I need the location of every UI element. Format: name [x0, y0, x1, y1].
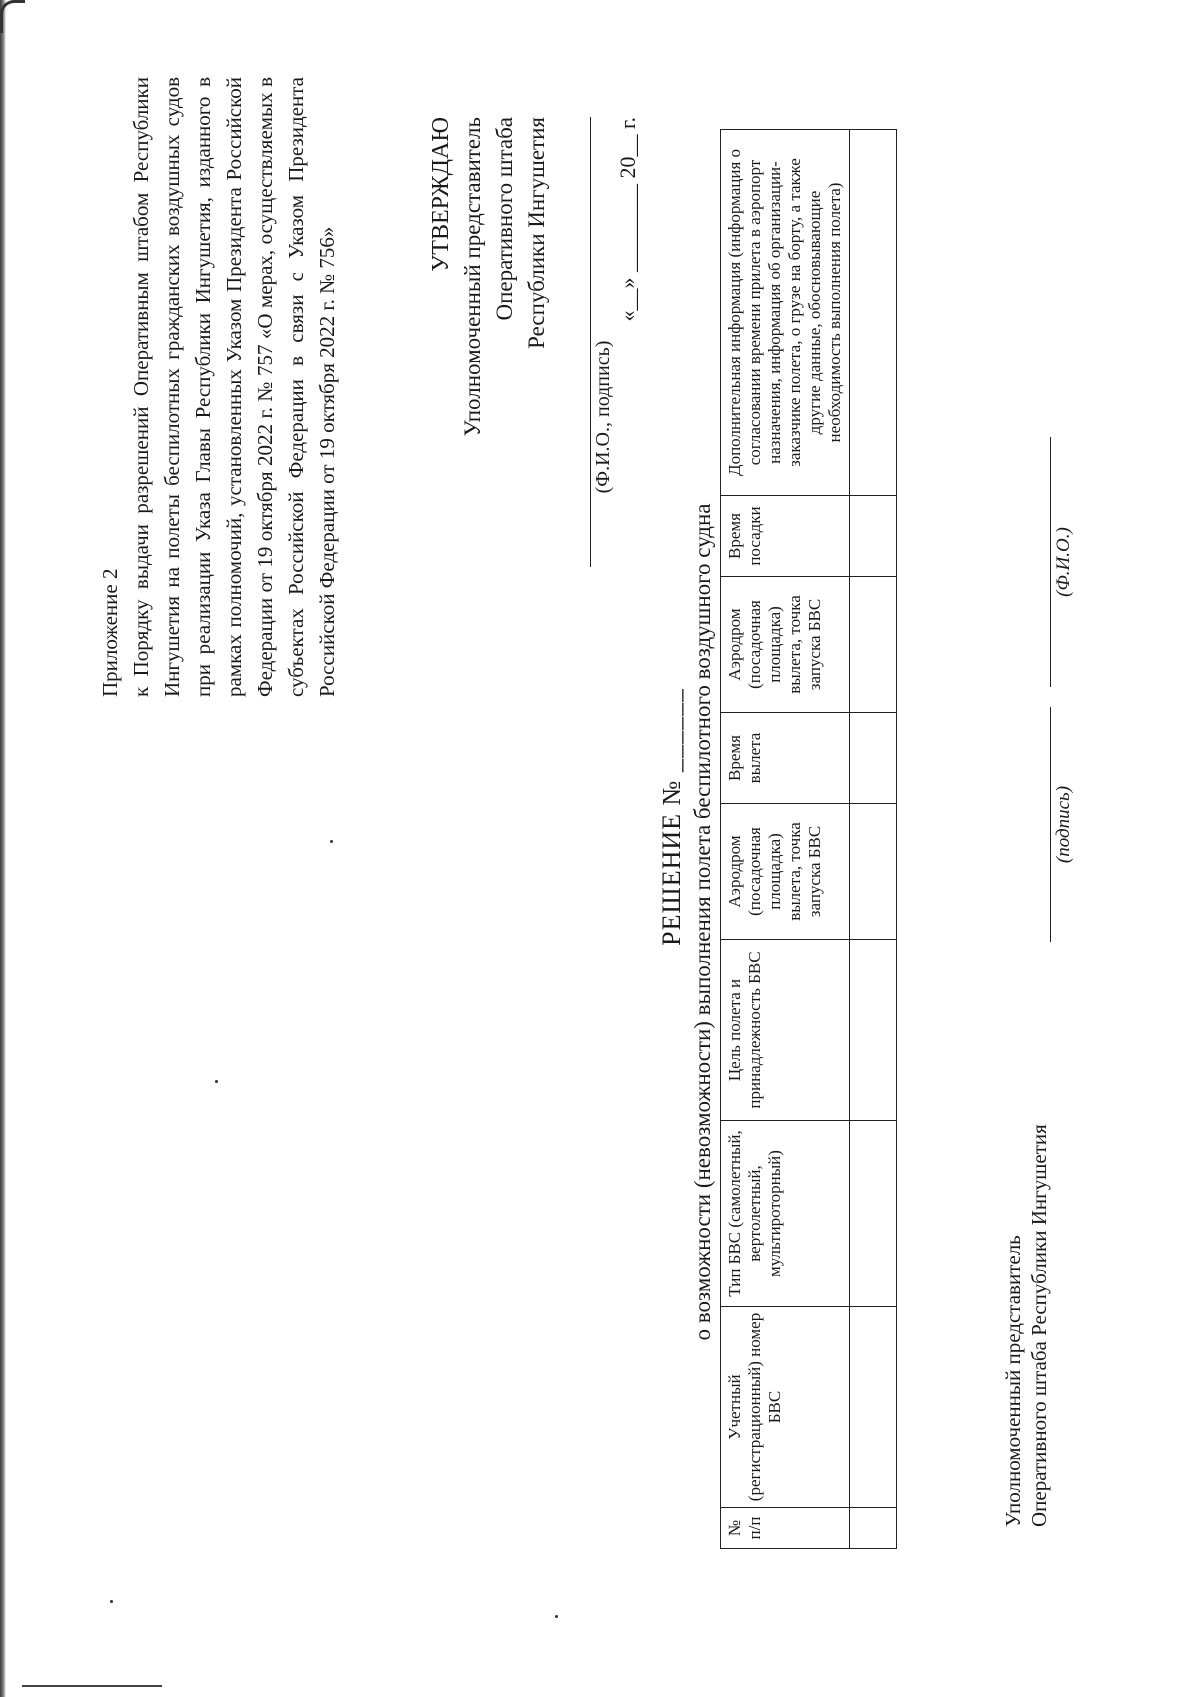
footer-line: Уполномоченный представитель — [1001, 1235, 1025, 1527]
approval-signature-line — [590, 117, 591, 567]
table-cell — [850, 1307, 897, 1508]
column-header: Время вылета — [721, 713, 850, 804]
table-row — [850, 130, 897, 1549]
decision-title: РЕШЕНИЕ № ______ — [657, 688, 686, 946]
column-header: Аэродром (посадочная площадка) вылета, точка запуска БВС — [721, 804, 850, 940]
table-cell — [850, 577, 897, 713]
table-cell — [850, 1508, 897, 1549]
decision-subtitle: о возможности (невозможности) выполнения полета беспилотного воздушного судна — [690, 503, 715, 1341]
column-header: Аэродром (посадочная площадка) вылета, точка запуска БВС — [721, 577, 850, 713]
column-header: Дополнительная информация (информация о согласовании времени прилета в аэропорт назначения, информация об организации-заказчике полета, о грузе на борту, а также другие данные, обосновывающие необходимость выполнения полета) — [721, 130, 850, 496]
appendix-title: Приложение 2 — [98, 568, 122, 697]
table-cell — [850, 804, 897, 940]
approval-block — [425, 117, 553, 517]
table-cell — [850, 130, 897, 496]
approval-line: Оперативного штаба — [492, 117, 517, 321]
appendix-body: к Порядку выдачи разрешений Оперативным штабом Республики Ингушетия на полеты беспилотных гражданских воздушных судов при реализации Указа Главы Республики Ингушетия, изданного в рамках полномочий, установленных Указом Президента Российской Федерации от 19 октября 2022 г. № 757 «О мерах, осуществляемых в субъектах Российской Федерации в связи с Указом Президента Российской Федерации от 19 октября 2022 г. № 756» — [129, 77, 339, 697]
column-header: Время посадки — [721, 496, 850, 577]
flight-table — [720, 129, 897, 1549]
table-cell — [850, 496, 897, 577]
appendix-block — [95, 77, 343, 697]
table-header-row — [721, 130, 850, 1549]
approval-date-line: «__» ________ 20__ г. — [615, 117, 640, 322]
column-header: Цель полета и принадлежность БВС — [721, 940, 850, 1121]
footer-signatory — [1000, 827, 1052, 1527]
column-header: № п/п — [721, 1508, 850, 1549]
footer-name-caption: (Ф.И.О.) — [1053, 527, 1074, 597]
approval-heading: УТВЕРЖДАЮ — [428, 117, 454, 272]
column-header: Тип БВС (самолетный, вертолетный, мультироторный) — [721, 1121, 850, 1307]
table-cell — [850, 1121, 897, 1307]
footer-line: Оперативного штаба Республики Ингушетия — [1027, 1124, 1051, 1527]
approval-line: Республики Ингушетия — [524, 117, 549, 349]
column-header: Учетный (регистрационный) номер БВС — [721, 1307, 850, 1508]
footer-name-line — [1050, 437, 1051, 687]
table-cell — [850, 940, 897, 1121]
approval-signature-caption: (Ф.И.О., подпись) — [592, 340, 614, 494]
footer-signature-caption: (подпись) — [1053, 785, 1074, 864]
approval-line: Уполномоченный представитель — [460, 117, 485, 437]
table-cell — [850, 713, 897, 804]
footer-signature-line — [1050, 707, 1051, 942]
